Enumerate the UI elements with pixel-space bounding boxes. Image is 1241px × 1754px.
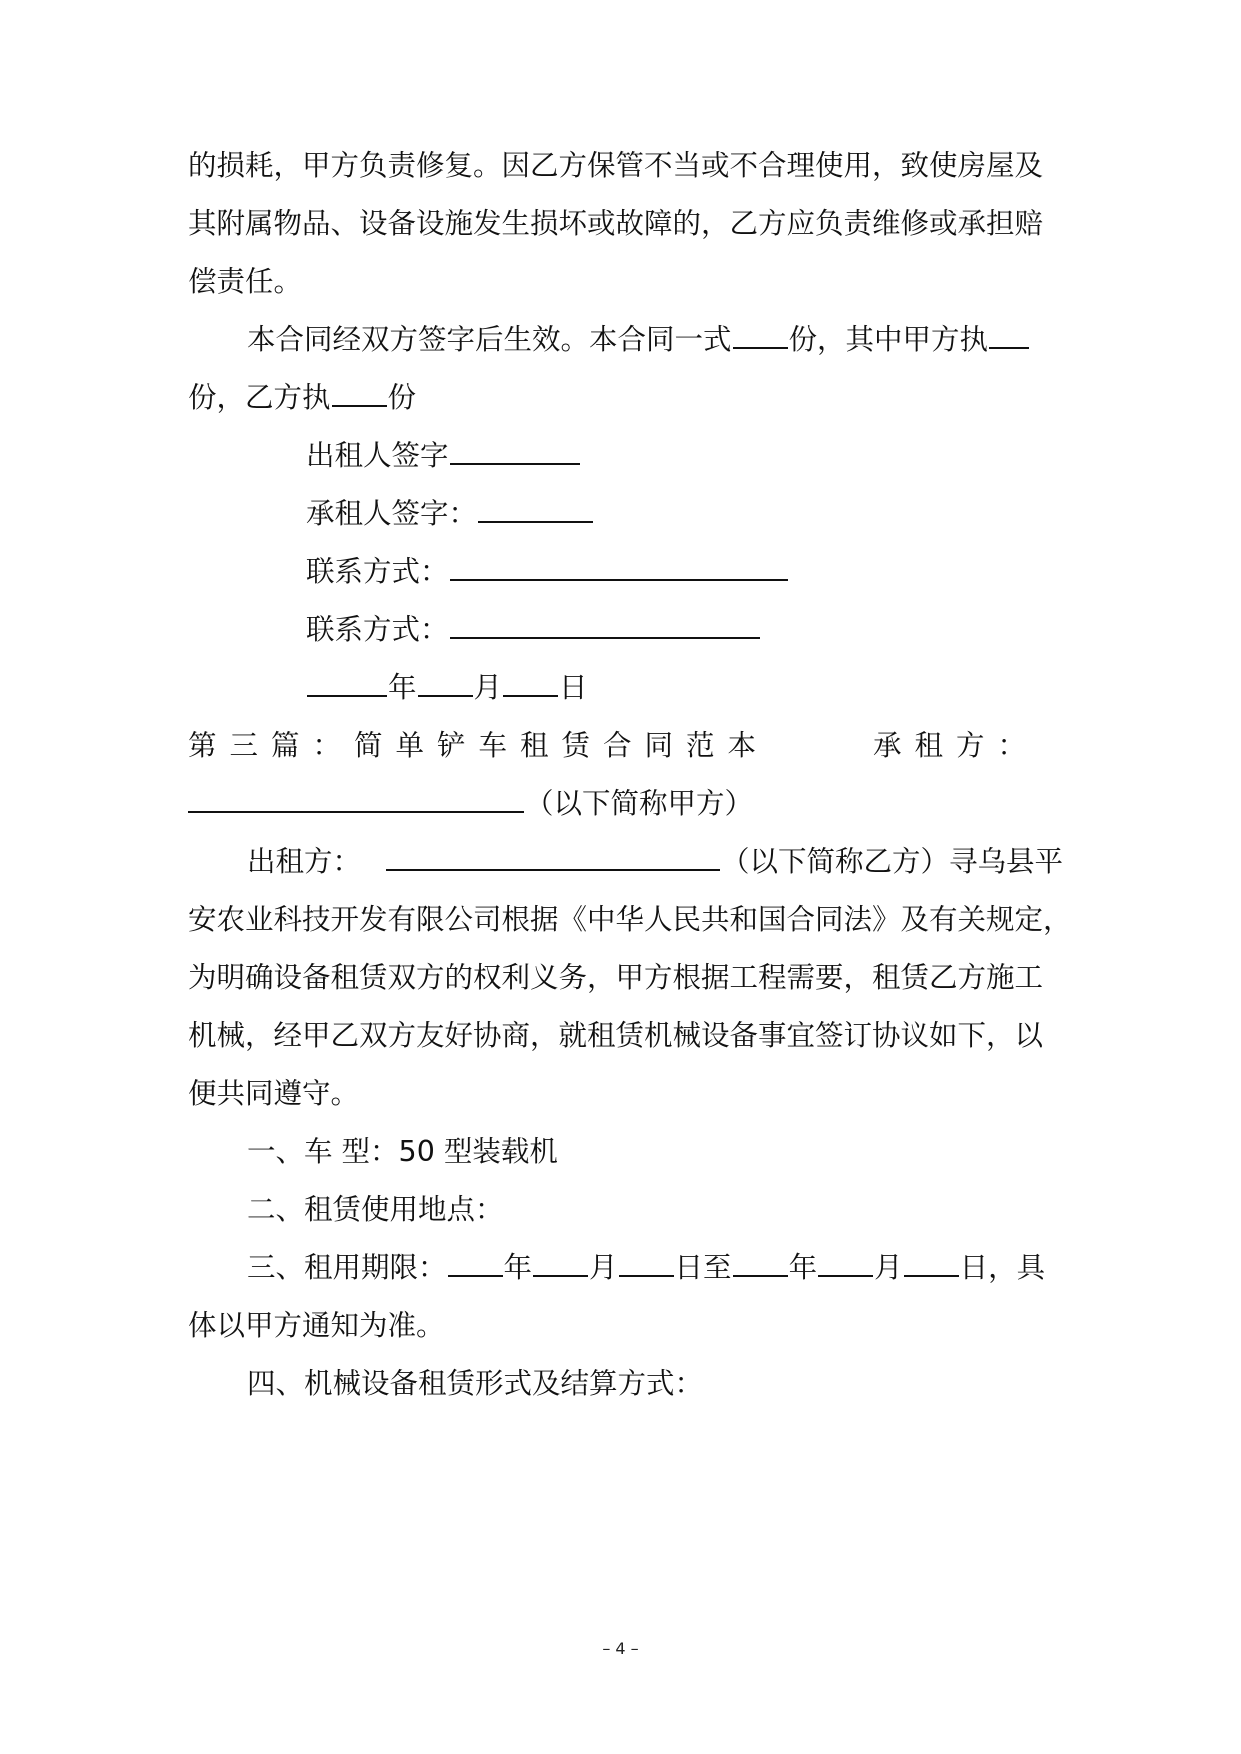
text-segment: 份 bbox=[387, 381, 417, 414]
text-segment: 份，其中甲方执 bbox=[788, 323, 989, 356]
paragraph-line: 偿责任。 bbox=[188, 265, 303, 298]
text-segment: （以下简称乙方）寻乌县平 bbox=[721, 845, 1064, 878]
paragraph-line: 为明确设备租赁双方的权利义务，甲方根据工程需要，租赁乙方施工 bbox=[188, 961, 1044, 994]
contact-label: 联系方式： bbox=[306, 555, 449, 588]
text-segment: 日至 bbox=[674, 1251, 732, 1284]
paragraph-line bbox=[188, 784, 753, 824]
copies-party-b-blank[interactable] bbox=[332, 378, 387, 407]
contact-line bbox=[306, 610, 761, 650]
paragraph-line: 安农业科技开发有限公司根据《中华人民共和国合同法》及有关规定， bbox=[188, 903, 1072, 936]
clause-line: 体以甲方通知为准。 bbox=[188, 1309, 445, 1342]
signature-line bbox=[306, 494, 594, 534]
contact-line bbox=[306, 552, 789, 592]
paragraph-line: 便共同遵守。 bbox=[188, 1077, 360, 1110]
term-label: 三、租用期限： bbox=[247, 1251, 447, 1284]
copies-total-blank[interactable] bbox=[733, 320, 788, 349]
text-segment: 本合同经双方签字后生效。本合同一式 bbox=[247, 323, 732, 356]
start-year-blank[interactable] bbox=[448, 1248, 503, 1277]
clause-line: 四、机械设备租赁形式及结算方式： bbox=[247, 1367, 704, 1400]
text-segment: 月 bbox=[589, 1251, 618, 1284]
page-number: – 4 – bbox=[602, 1639, 639, 1658]
clause-line: 二、租赁使用地点： bbox=[247, 1193, 504, 1226]
end-year-blank[interactable] bbox=[733, 1248, 788, 1277]
clause-line bbox=[247, 1248, 1045, 1288]
text-segment: 年 bbox=[788, 1251, 818, 1284]
year-blank[interactable] bbox=[307, 668, 387, 697]
day-blank[interactable] bbox=[503, 668, 558, 697]
text-segment: 日，具 bbox=[959, 1251, 1046, 1284]
contact-label: 联系方式： bbox=[306, 613, 449, 646]
section-title: 第三篇：简单铲车租赁合同范本 bbox=[188, 729, 770, 762]
start-month-blank[interactable] bbox=[533, 1248, 588, 1277]
clause-line: 一、车 型：50 型装载机 bbox=[247, 1135, 558, 1168]
year-label: 年 bbox=[388, 671, 417, 704]
lessor-signature-label: 出租人签字 bbox=[306, 439, 449, 472]
month-blank[interactable] bbox=[418, 668, 473, 697]
copies-party-a-blank[interactable] bbox=[989, 320, 1029, 349]
lessee-party-label: 承租方： bbox=[873, 729, 1040, 762]
lessee-signature-label: 承租人签字： bbox=[306, 497, 478, 530]
paragraph-line bbox=[247, 320, 1030, 360]
paragraph-line bbox=[247, 842, 1063, 882]
section-heading bbox=[188, 726, 1039, 766]
contact-blank[interactable] bbox=[450, 552, 788, 581]
lessor-party-label: 出租方： bbox=[247, 845, 362, 878]
lessor-name-blank[interactable] bbox=[386, 842, 720, 871]
text-segment: 年 bbox=[503, 1251, 533, 1284]
text-segment: 份，乙方执 bbox=[188, 381, 331, 414]
end-month-blank[interactable] bbox=[818, 1248, 873, 1277]
contact-blank[interactable] bbox=[450, 610, 760, 639]
signature-line bbox=[306, 436, 581, 476]
date-line bbox=[306, 668, 588, 708]
paragraph-line: 其附属物品、设备设施发生损坏或故障的，乙方应负责维修或承担赔 bbox=[188, 207, 1044, 240]
paragraph-line: 的损耗，甲方负责修复。因乙方保管不当或不合理使用，致使房屋及 bbox=[188, 149, 1044, 182]
start-day-blank[interactable] bbox=[619, 1248, 674, 1277]
text-segment: （以下简称甲方） bbox=[525, 787, 754, 820]
lessor-signature-blank[interactable] bbox=[450, 436, 580, 465]
paragraph-line: 机械，经甲乙双方友好协商，就租赁机械设备事宜签订协议如下，以 bbox=[188, 1019, 1044, 1052]
lessee-signature-blank[interactable] bbox=[478, 494, 593, 523]
month-label: 月 bbox=[473, 671, 503, 704]
end-day-blank[interactable] bbox=[904, 1248, 959, 1277]
day-label: 日 bbox=[559, 671, 588, 704]
lessee-name-blank[interactable] bbox=[188, 784, 524, 813]
text-segment: 月 bbox=[874, 1251, 903, 1284]
paragraph-line bbox=[188, 378, 416, 418]
